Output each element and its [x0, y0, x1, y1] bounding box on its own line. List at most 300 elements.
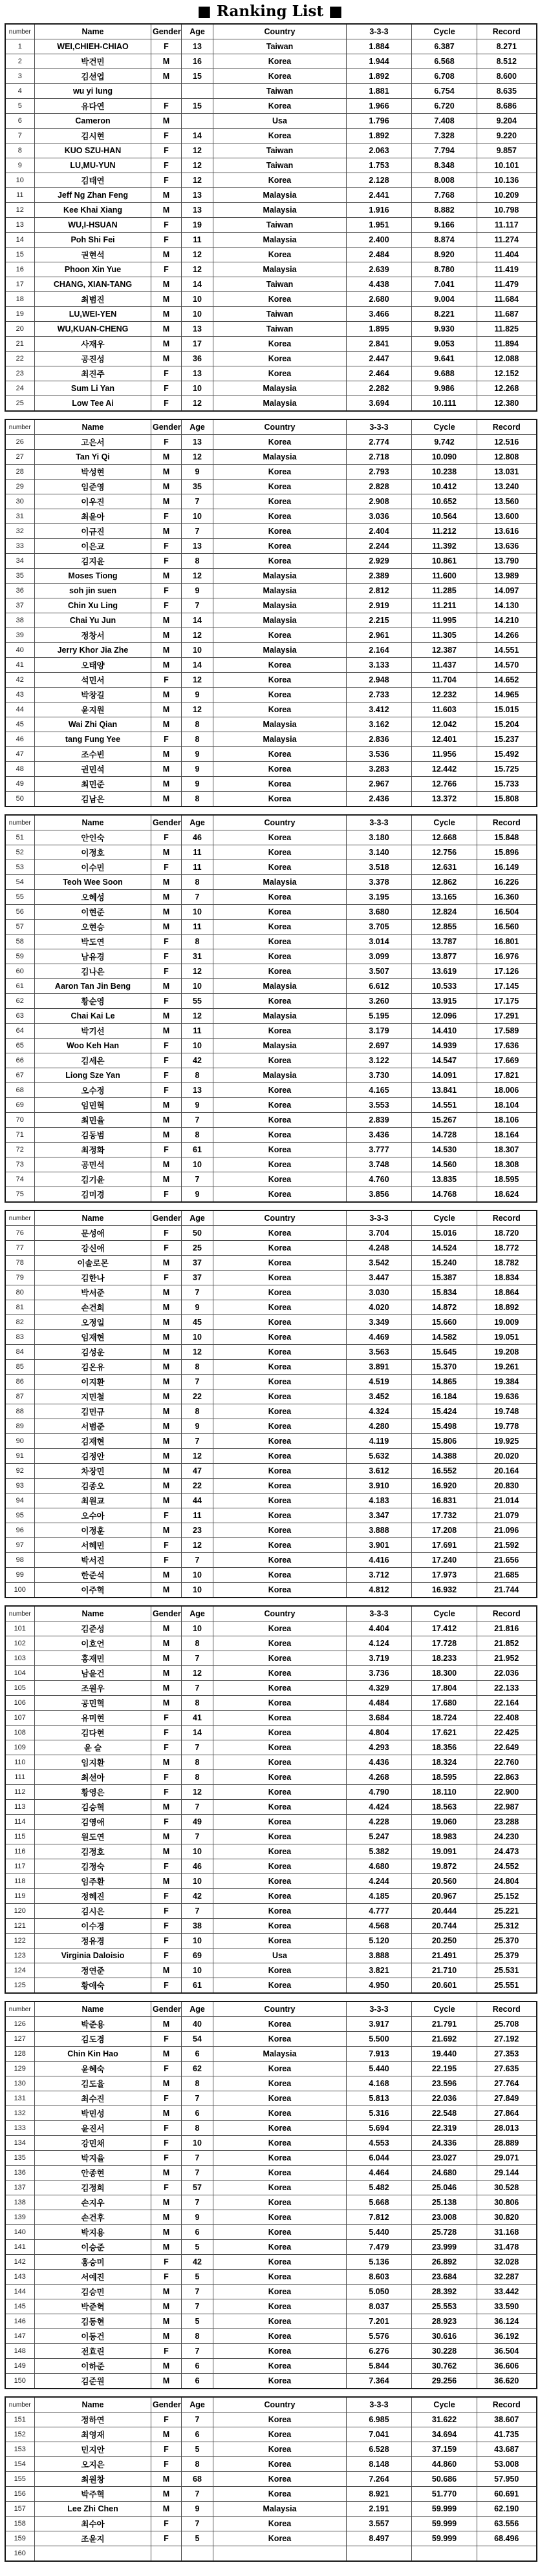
- cell-name: 임지환: [35, 1755, 151, 1770]
- cell-cycle: 31.622: [412, 2412, 477, 2427]
- cell-age: 8: [182, 554, 213, 569]
- cell-s333: 4.268: [347, 1770, 412, 1785]
- header-age: Age: [182, 1606, 213, 1621]
- table-row: [5, 1068, 537, 1083]
- cell-record: 68.496: [477, 2531, 537, 2546]
- cell-record: 13.031: [477, 465, 537, 480]
- cell-number: 157: [5, 2502, 35, 2517]
- cell-name: 박서준: [35, 1285, 151, 1300]
- table-row: [5, 69, 537, 84]
- cell-name: 오현승: [35, 920, 151, 934]
- cell-cycle: 6.387: [412, 39, 477, 54]
- cell-record: 21.816: [477, 1621, 537, 1636]
- cell-cycle: 20.560: [412, 1874, 477, 1889]
- cell-cycle: 6.568: [412, 54, 477, 69]
- cell-gender: M: [151, 1419, 182, 1434]
- cell-country: Malaysia: [213, 188, 347, 203]
- cell-country: Korea: [213, 2270, 347, 2285]
- table-row: [5, 337, 537, 352]
- table-row: [5, 2091, 537, 2106]
- cell-name: Sum Li Yan: [35, 381, 151, 396]
- cell-age: 62: [182, 2062, 213, 2076]
- cell-record: 24.473: [477, 1844, 537, 1859]
- cell-country: Korea: [213, 1696, 347, 1711]
- cell-cycle: 8.221: [412, 307, 477, 322]
- table-row: [5, 673, 537, 688]
- cell-s333: 4.950: [347, 1978, 412, 1994]
- cell-name: 오수정: [35, 1083, 151, 1098]
- cell-gender: M: [151, 1128, 182, 1143]
- cell-cycle: 18.300: [412, 1666, 477, 1681]
- cell-age: 8: [182, 875, 213, 890]
- cell-gender: M: [151, 1098, 182, 1113]
- cell-s333: 4.553: [347, 2136, 412, 2151]
- cell-name: 지민철: [35, 1389, 151, 1404]
- cell-country: Korea: [213, 1711, 347, 1726]
- cell-name: 황애숙: [35, 1978, 151, 1994]
- cell-number: 8: [5, 143, 35, 158]
- cell-name: 공민혁: [35, 1696, 151, 1711]
- cell-s333: 4.183: [347, 1494, 412, 1508]
- cell-country: Korea: [213, 1464, 347, 1479]
- header-country: Country: [213, 1210, 347, 1226]
- header-number: number: [5, 419, 35, 435]
- cell-country: Korea: [213, 1553, 347, 1568]
- cell-age: 11: [182, 1508, 213, 1523]
- cell-cycle: 13.372: [412, 792, 477, 807]
- cell-name: 박준용: [35, 2017, 151, 2032]
- table-row: [5, 524, 537, 539]
- cell-country: Korea: [213, 1963, 347, 1978]
- cell-name: 황순영: [35, 994, 151, 1009]
- cell-cycle: 14.560: [412, 1157, 477, 1172]
- cell-cycle: 17.691: [412, 1538, 477, 1553]
- cell-s333: 4.168: [347, 2076, 412, 2091]
- table-row: [5, 1009, 537, 1024]
- cell-age: [182, 2546, 213, 2562]
- cell-gender: F: [151, 994, 182, 1009]
- header-gender: Gender: [151, 24, 182, 39]
- cell-gender: M: [151, 1389, 182, 1404]
- table-row: [5, 702, 537, 717]
- table-row: [5, 643, 537, 658]
- header-cycle: Cycle: [412, 2397, 477, 2412]
- cell-record: 18.164: [477, 1128, 537, 1143]
- cell-record: 21.079: [477, 1508, 537, 1523]
- header-s333: 3-3-3: [347, 815, 412, 830]
- cell-age: 13: [182, 366, 213, 381]
- header-record: Record: [477, 1210, 537, 1226]
- cell-s333: 7.364: [347, 2374, 412, 2389]
- cell-country: Korea: [213, 2180, 347, 2195]
- cell-number: 118: [5, 1874, 35, 1889]
- cell-cycle: 12.442: [412, 762, 477, 777]
- table-row: [5, 1479, 537, 1494]
- cell-gender: F: [151, 2457, 182, 2472]
- cell-s333: 3.036: [347, 509, 412, 524]
- cell-s333: 4.280: [347, 1419, 412, 1434]
- cell-name: Wai Zhi Qian: [35, 717, 151, 732]
- cell-record: 22.133: [477, 1681, 537, 1696]
- table-row: [5, 1256, 537, 1271]
- table-row: [5, 480, 537, 494]
- cell-name: 김민규: [35, 1404, 151, 1419]
- cell-record: 18.720: [477, 1226, 537, 1241]
- cell-record: 21.096: [477, 1523, 537, 1538]
- table-row: [5, 1919, 537, 1934]
- cell-gender: F: [151, 1508, 182, 1523]
- cell-record: 33.442: [477, 2285, 537, 2299]
- cell-number: 127: [5, 2032, 35, 2047]
- cell-name: 최윤아: [35, 509, 151, 524]
- cell-cycle: 14.530: [412, 1143, 477, 1157]
- cell-number: 51: [5, 830, 35, 845]
- cell-country: Malaysia: [213, 1039, 347, 1053]
- cell-country: Korea: [213, 1404, 347, 1419]
- cell-record: 15.237: [477, 732, 537, 747]
- cell-gender: F: [151, 99, 182, 114]
- cell-gender: F: [151, 1978, 182, 1994]
- cell-age: 12: [182, 262, 213, 277]
- table-row: [5, 1098, 537, 1113]
- cell-country: Korea: [213, 1330, 347, 1345]
- cell-record: 20.830: [477, 1479, 537, 1494]
- cell-country: Korea: [213, 1636, 347, 1651]
- cell-cycle: 25.728: [412, 2225, 477, 2240]
- table-row: [5, 277, 537, 292]
- cell-name: 권민석: [35, 762, 151, 777]
- cell-s333: 4.248: [347, 1241, 412, 1256]
- cell-age: 13: [182, 203, 213, 218]
- cell-s333: 2.839: [347, 1113, 412, 1128]
- header-number: number: [5, 815, 35, 830]
- cell-s333: 4.519: [347, 1375, 412, 1389]
- cell-record: 21.592: [477, 1538, 537, 1553]
- cell-name: 이지환: [35, 1375, 151, 1389]
- cell-cycle: 6.754: [412, 84, 477, 99]
- cell-age: 7: [182, 1800, 213, 1815]
- cell-number: 107: [5, 1711, 35, 1726]
- header-country: Country: [213, 815, 347, 830]
- cell-name: 고은서: [35, 435, 151, 450]
- cell-name: 박도연: [35, 934, 151, 949]
- cell-s333: 3.917: [347, 2017, 412, 2032]
- cell-record: 14.210: [477, 613, 537, 628]
- cell-gender: M: [151, 1172, 182, 1187]
- cell-age: 15: [182, 69, 213, 84]
- cell-number: 16: [5, 262, 35, 277]
- cell-number: 13: [5, 218, 35, 233]
- cell-number: 152: [5, 2427, 35, 2442]
- cell-country: Korea: [213, 628, 347, 643]
- cell-country: Korea: [213, 1568, 347, 1583]
- cell-number: 63: [5, 1009, 35, 1024]
- cell-name: 최범진: [35, 292, 151, 307]
- cell-s333: 4.228: [347, 1815, 412, 1830]
- cell-number: 135: [5, 2151, 35, 2166]
- cell-name: 김승민: [35, 2285, 151, 2299]
- cell-country: Korea: [213, 1934, 347, 1948]
- cell-name: 김승혁: [35, 1800, 151, 1815]
- cell-country: Malaysia: [213, 233, 347, 248]
- cell-cycle: 21.710: [412, 1963, 477, 1978]
- cell-age: 7: [182, 2299, 213, 2314]
- cell-cycle: 14.728: [412, 1128, 477, 1143]
- cell-cycle: 15.660: [412, 1315, 477, 1330]
- cell-record: 12.152: [477, 366, 537, 381]
- cell-age: 9: [182, 584, 213, 598]
- cell-s333: 6.044: [347, 2151, 412, 2166]
- cell-number: 159: [5, 2531, 35, 2546]
- cell-number: 91: [5, 1449, 35, 1464]
- cell-record: 9.204: [477, 114, 537, 129]
- ranking-table-block: [5, 2396, 537, 2562]
- cell-age: 11: [182, 845, 213, 860]
- table-row: [5, 732, 537, 747]
- cell-s333: 1.753: [347, 158, 412, 173]
- table-row: [5, 99, 537, 114]
- table-row: [5, 1844, 537, 1859]
- cell-s333: 2.164: [347, 643, 412, 658]
- cell-cycle: 29.256: [412, 2374, 477, 2389]
- cell-age: 10: [182, 381, 213, 396]
- cell-record: 19.009: [477, 1315, 537, 1330]
- cell-name: 임민혁: [35, 1098, 151, 1113]
- cell-record: 32.287: [477, 2270, 537, 2285]
- cell-age: 10: [182, 1934, 213, 1948]
- cell-name: Virginia Daloisio: [35, 1948, 151, 1963]
- header-country: Country: [213, 1606, 347, 1621]
- cell-gender: M: [151, 450, 182, 465]
- cell-country: Korea: [213, 845, 347, 860]
- cell-gender: F: [151, 1711, 182, 1726]
- cell-s333: 2.244: [347, 539, 412, 554]
- cell-number: 48: [5, 762, 35, 777]
- cell-name: 박성현: [35, 465, 151, 480]
- cell-record: 14.097: [477, 584, 537, 598]
- cell-cycle: 10.652: [412, 494, 477, 509]
- cell-name: 이수경: [35, 1919, 151, 1934]
- table-row: [5, 1083, 537, 1098]
- cell-name: 김종오: [35, 1479, 151, 1494]
- cell-record: 19.748: [477, 1404, 537, 1419]
- cell-record: 18.864: [477, 1285, 537, 1300]
- cell-name: 김태연: [35, 173, 151, 188]
- cell-number: 104: [5, 1666, 35, 1681]
- cell-name: 정유경: [35, 1934, 151, 1948]
- cell-number: 53: [5, 860, 35, 875]
- cell-age: 10: [182, 1330, 213, 1345]
- cell-number: 86: [5, 1375, 35, 1389]
- cell-gender: F: [151, 2091, 182, 2106]
- cell-record: 18.624: [477, 1187, 537, 1203]
- cell-s333: 3.891: [347, 1360, 412, 1375]
- cell-cycle: 12.855: [412, 920, 477, 934]
- table-row: [5, 1494, 537, 1508]
- cell-country: Korea: [213, 673, 347, 688]
- cell-cycle: 7.794: [412, 143, 477, 158]
- cell-s333: 2.929: [347, 554, 412, 569]
- cell-country: Korea: [213, 1889, 347, 1904]
- cell-name: Tan Yi Qi: [35, 450, 151, 465]
- cell-record: 19.778: [477, 1419, 537, 1434]
- table-row: [5, 2374, 537, 2389]
- cell-s333: 2.282: [347, 381, 412, 396]
- cell-record: 20.020: [477, 1449, 537, 1464]
- cell-record: 60.691: [477, 2487, 537, 2502]
- table-row: [5, 860, 537, 875]
- cell-number: 97: [5, 1538, 35, 1553]
- cell-country: Korea: [213, 2195, 347, 2210]
- cell-country: Korea: [213, 69, 347, 84]
- cell-name: 박건민: [35, 54, 151, 69]
- cell-country: Malaysia: [213, 717, 347, 732]
- cell-record: 62.190: [477, 2502, 537, 2517]
- cell-cycle: 24.336: [412, 2136, 477, 2151]
- cell-country: Korea: [213, 1844, 347, 1859]
- cell-cycle: 14.551: [412, 1098, 477, 1113]
- cell-age: 7: [182, 1553, 213, 1568]
- cell-cycle: 9.641: [412, 352, 477, 366]
- header-s333: 3-3-3: [347, 419, 412, 435]
- table-row: [5, 2225, 537, 2240]
- cell-country: Korea: [213, 1681, 347, 1696]
- cell-record: 11.479: [477, 277, 537, 292]
- cell-s333: 3.856: [347, 1187, 412, 1203]
- cell-number: 67: [5, 1068, 35, 1083]
- cell-number: 111: [5, 1770, 35, 1785]
- cell-number: 139: [5, 2210, 35, 2225]
- table-row: [5, 554, 537, 569]
- cell-s333: 3.014: [347, 934, 412, 949]
- cell-name: WU,I-HSUAN: [35, 218, 151, 233]
- cell-gender: [151, 2546, 182, 2562]
- table-row: [5, 2531, 537, 2546]
- cell-number: 9: [5, 158, 35, 173]
- cell-record: 14.652: [477, 673, 537, 688]
- cell-number: 96: [5, 1523, 35, 1538]
- cell-name: Aaron Tan Jin Beng: [35, 979, 151, 994]
- cell-number: 153: [5, 2442, 35, 2457]
- cell-s333: 4.124: [347, 1636, 412, 1651]
- cell-number: 155: [5, 2472, 35, 2487]
- table-row: [5, 1889, 537, 1904]
- cell-gender: M: [151, 1113, 182, 1128]
- cell-country: Korea: [213, 2427, 347, 2442]
- cell-gender: F: [151, 830, 182, 845]
- cell-age: 9: [182, 465, 213, 480]
- cell-age: 13: [182, 322, 213, 337]
- cell-s333: 2.718: [347, 450, 412, 465]
- cell-country: Malaysia: [213, 1068, 347, 1083]
- cell-name: 박주혁: [35, 2487, 151, 2502]
- cell-record: 22.649: [477, 1740, 537, 1755]
- cell-s333: 2.389: [347, 569, 412, 584]
- cell-s333: 3.412: [347, 702, 412, 717]
- cell-gender: F: [151, 1889, 182, 1904]
- cell-gender: F: [151, 2517, 182, 2531]
- cell-country: Korea: [213, 480, 347, 494]
- cell-country: Korea: [213, 539, 347, 554]
- table-row: [5, 1740, 537, 1755]
- cell-s333: 1.895: [347, 322, 412, 337]
- cell-number: 131: [5, 2091, 35, 2106]
- cell-name: Teoh Wee Soon: [35, 875, 151, 890]
- cell-cycle: 12.756: [412, 845, 477, 860]
- cell-s333: 4.416: [347, 1553, 412, 1568]
- table-row: [5, 2121, 537, 2136]
- cell-age: 14: [182, 658, 213, 673]
- cell-name: 김정안: [35, 1449, 151, 1464]
- cell-number: 18: [5, 292, 35, 307]
- header-s333: 3-3-3: [347, 24, 412, 39]
- cell-s333: 7.812: [347, 2210, 412, 2225]
- cell-age: 13: [182, 39, 213, 54]
- cell-country: Korea: [213, 688, 347, 702]
- cell-country: Korea: [213, 2531, 347, 2546]
- cell-age: 47: [182, 1464, 213, 1479]
- cell-gender: F: [151, 1039, 182, 1053]
- cell-gender: F: [151, 1187, 182, 1203]
- cell-gender: M: [151, 1330, 182, 1345]
- cell-cycle: 16.831: [412, 1494, 477, 1508]
- cell-number: 149: [5, 2359, 35, 2374]
- cell-number: 4: [5, 84, 35, 99]
- cell-age: 9: [182, 1300, 213, 1315]
- cell-number: 61: [5, 979, 35, 994]
- table-row: [5, 2442, 537, 2457]
- cell-age: 12: [182, 1009, 213, 1024]
- cell-age: 7: [182, 524, 213, 539]
- table-row: [5, 248, 537, 262]
- cell-record: 36.620: [477, 2374, 537, 2389]
- header-number: number: [5, 24, 35, 39]
- table-row: [5, 2136, 537, 2151]
- header-row: [5, 1210, 537, 1226]
- cell-gender: M: [151, 352, 182, 366]
- cell-country: Korea: [213, 1187, 347, 1203]
- cell-age: 10: [182, 509, 213, 524]
- header-country: Country: [213, 2001, 347, 2017]
- cell-number: 148: [5, 2344, 35, 2359]
- cell-country: Korea: [213, 1157, 347, 1172]
- cell-gender: M: [151, 54, 182, 69]
- cell-gender: M: [151, 322, 182, 337]
- cell-age: 22: [182, 1479, 213, 1494]
- cell-cycle: 21.491: [412, 1948, 477, 1963]
- cell-gender: F: [151, 598, 182, 613]
- cell-name: 박기선: [35, 1024, 151, 1039]
- cell-country: Taiwan: [213, 322, 347, 337]
- table-row: [5, 2457, 537, 2472]
- cell-age: 55: [182, 994, 213, 1009]
- cell-name: 김준원: [35, 2374, 151, 2389]
- cell-gender: M: [151, 1404, 182, 1419]
- cell-age: 13: [182, 188, 213, 203]
- cell-gender: M: [151, 2472, 182, 2487]
- cell-country: Korea: [213, 2344, 347, 2359]
- cell-age: 12: [182, 1785, 213, 1800]
- cell-age: 9: [182, 688, 213, 702]
- cell-gender: F: [151, 1271, 182, 1285]
- cell-country: Malaysia: [213, 598, 347, 613]
- cell-record: 9.857: [477, 143, 537, 158]
- cell-country: Korea: [213, 762, 347, 777]
- cell-country: Malaysia: [213, 569, 347, 584]
- cell-country: Malaysia: [213, 584, 347, 598]
- cell-s333: 4.464: [347, 2166, 412, 2180]
- cell-number: 105: [5, 1681, 35, 1696]
